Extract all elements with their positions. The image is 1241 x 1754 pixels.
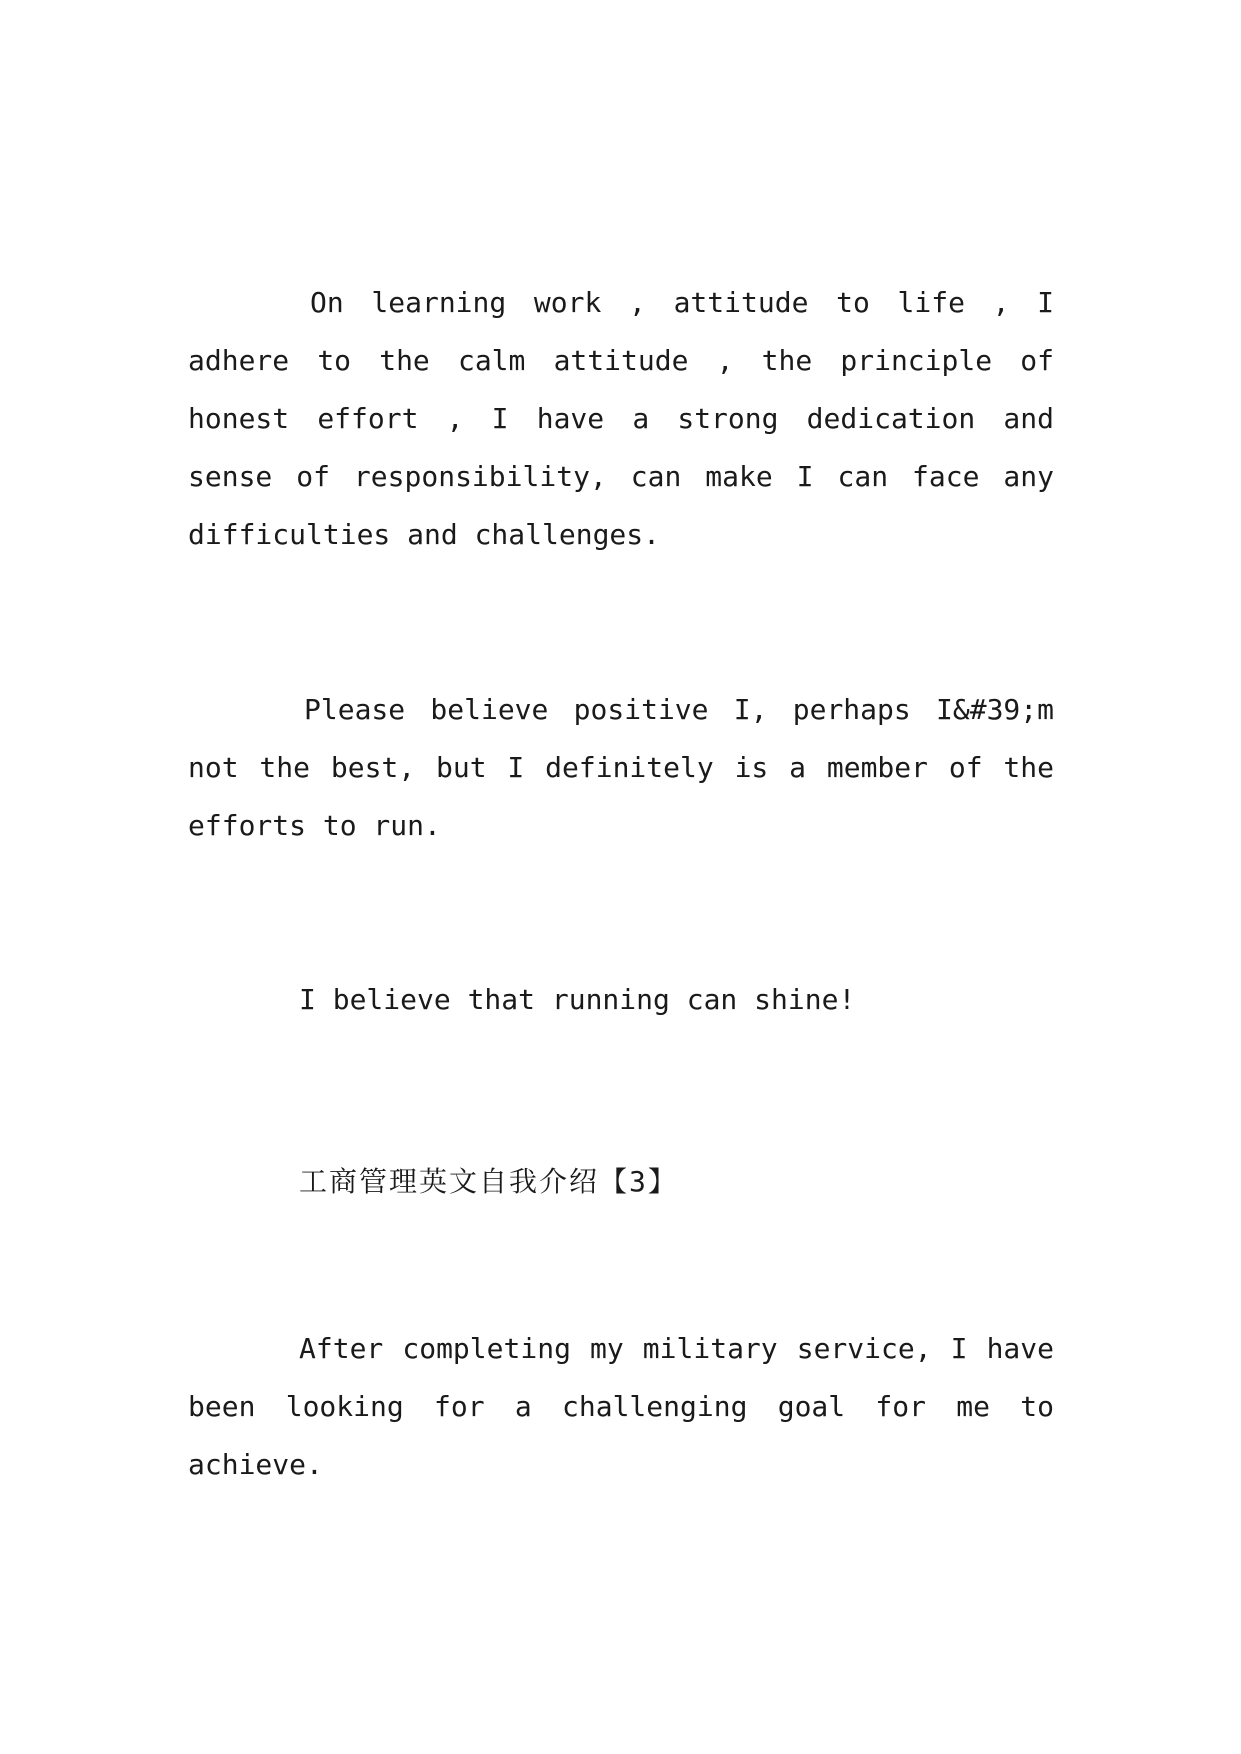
paragraph-work-attitude: On learning work , attitude to life , I adhere to the calm attitude , the principle of honest effort , I have a strong dedication and sense of responsibility, can make I can face any difficulties and challenges.: [188, 286, 1054, 551]
paragraph-believe-positive: Please believe positive I, perhaps I&#39;m not the best, but I definitely is a member of the efforts to run.: [188, 693, 1054, 842]
section-heading: 工商管理英文自我介绍【3】: [299, 1165, 678, 1198]
paragraph-military-service: After completing my military service, I have been looking for a challenging goal for me to achieve.: [188, 1332, 1054, 1481]
paragraph-running-shine: I believe that running can shine!: [299, 983, 856, 1016]
